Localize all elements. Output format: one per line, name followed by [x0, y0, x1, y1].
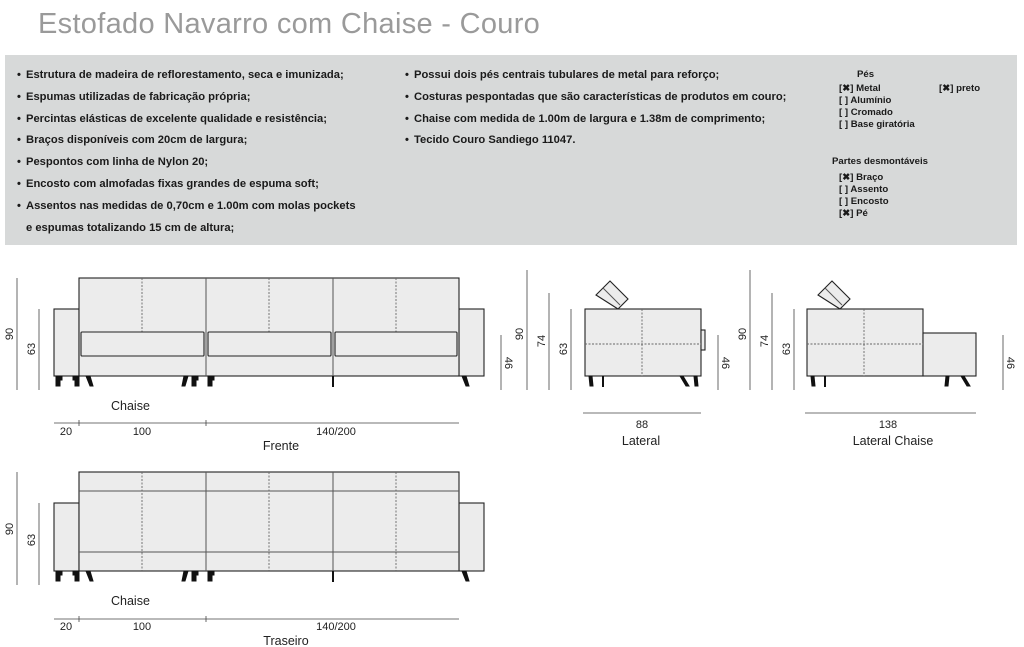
feature-item: • Estrutura de madeira de reflorestamento, seca e imunizada;: [17, 65, 397, 87]
dim-back-63: 63: [26, 533, 38, 547]
feature-item: • Pespontos com linha de Nylon 20;: [17, 152, 397, 174]
dim-back-height: 90: [4, 522, 16, 536]
dim-lateral-height: 90: [514, 327, 526, 341]
lateral-body: [585, 309, 701, 376]
lateral-view-drawing: [527, 270, 718, 413]
back-right-arm: [459, 503, 484, 571]
dim-lateral-depth: 88: [635, 419, 649, 431]
feature-item-continuation: e espumas totalizando 15 cm de altura;: [26, 221, 235, 234]
partes-option: [✖] Pé: [839, 208, 868, 219]
partes-header: Partes desmontáveis: [832, 156, 928, 167]
dim-back-body-width: 140/200: [316, 621, 356, 633]
pes-header: Pés: [857, 69, 875, 80]
dim-front-arm-width: 20: [59, 426, 73, 438]
pes-option: [✖] Metal: [839, 83, 881, 94]
feature-item: • Espumas utilizadas de fabricação própria;: [17, 87, 397, 109]
pes-option: [ ] Alumínio: [839, 95, 892, 106]
feature-item: • Chaise com medida de 1.00m de largura e 1.38m de comprimento;: [405, 109, 825, 131]
dim-front-seat-height: 63: [26, 342, 38, 356]
dim-back-chaise-width: 100: [132, 621, 152, 633]
dim-front-arm-height: 46: [502, 356, 514, 370]
pes-option: [ ] Cromado: [839, 107, 893, 118]
front-chaise-label: Chaise: [111, 399, 150, 413]
feature-item: • Costuras pespontadas que são características de produtos em couro;: [405, 87, 825, 109]
lateral-chaise-view-drawing: [750, 270, 1003, 413]
chaise-extension: [923, 333, 976, 376]
front-view-drawing: [17, 278, 501, 426]
pes-option: [ ] Base giratória: [839, 119, 915, 130]
dim-chaise-74: 74: [759, 334, 771, 348]
feature-item: • Tecido Couro Sandiego 11047.: [405, 130, 825, 152]
lateral-chaise-view-label: Lateral Chaise: [852, 434, 934, 448]
feature-item: • Possui dois pés centrais tubulares de metal para reforço;: [405, 65, 825, 87]
dim-chaise-arm: 46: [1004, 356, 1016, 370]
back-view-drawing: [17, 472, 484, 622]
front-view-label: Frente: [262, 439, 300, 453]
feature-item: • Braços disponíveis com 20cm de largura;: [17, 130, 397, 152]
dim-lateral-74: 74: [536, 334, 548, 348]
dim-lateral-arm: 46: [719, 356, 731, 370]
dim-chaise-63: 63: [781, 342, 793, 356]
feature-item: • Encosto com almofadas fixas grandes de espuma soft;: [17, 174, 397, 196]
pes-color-option: [✖] preto: [939, 83, 981, 94]
dim-front-height: 90: [4, 327, 16, 341]
dim-chaise-height: 90: [737, 327, 749, 341]
back-chaise-label: Chaise: [111, 594, 150, 608]
partes-option: [ ] Encosto: [839, 196, 889, 207]
feature-item: • Percintas elásticas de excelente qualidade e resistência;: [17, 109, 397, 131]
dim-lateral-63: 63: [558, 342, 570, 356]
feature-item: • Assentos nas medidas de 0,70cm e 1.00m com molas pockets: [17, 196, 397, 218]
partes-option: [ ] Assento: [839, 184, 889, 195]
back-view-label: Traseiro: [263, 634, 309, 647]
dim-back-arm-width: 20: [59, 621, 73, 633]
lateral-chaise-body: [807, 309, 923, 376]
right-arm: [459, 309, 484, 376]
dim-front-chaise-width: 100: [132, 426, 152, 438]
dim-front-body-width: 140/200: [316, 426, 356, 438]
dim-chaise-depth: 138: [878, 419, 898, 431]
page-title: Estofado Navarro com Chaise - Couro: [38, 8, 541, 40]
left-arm: [54, 309, 79, 376]
lateral-view-label: Lateral: [621, 434, 661, 448]
partes-option: [✖] Braço: [839, 172, 884, 183]
back-left-arm: [54, 503, 79, 571]
